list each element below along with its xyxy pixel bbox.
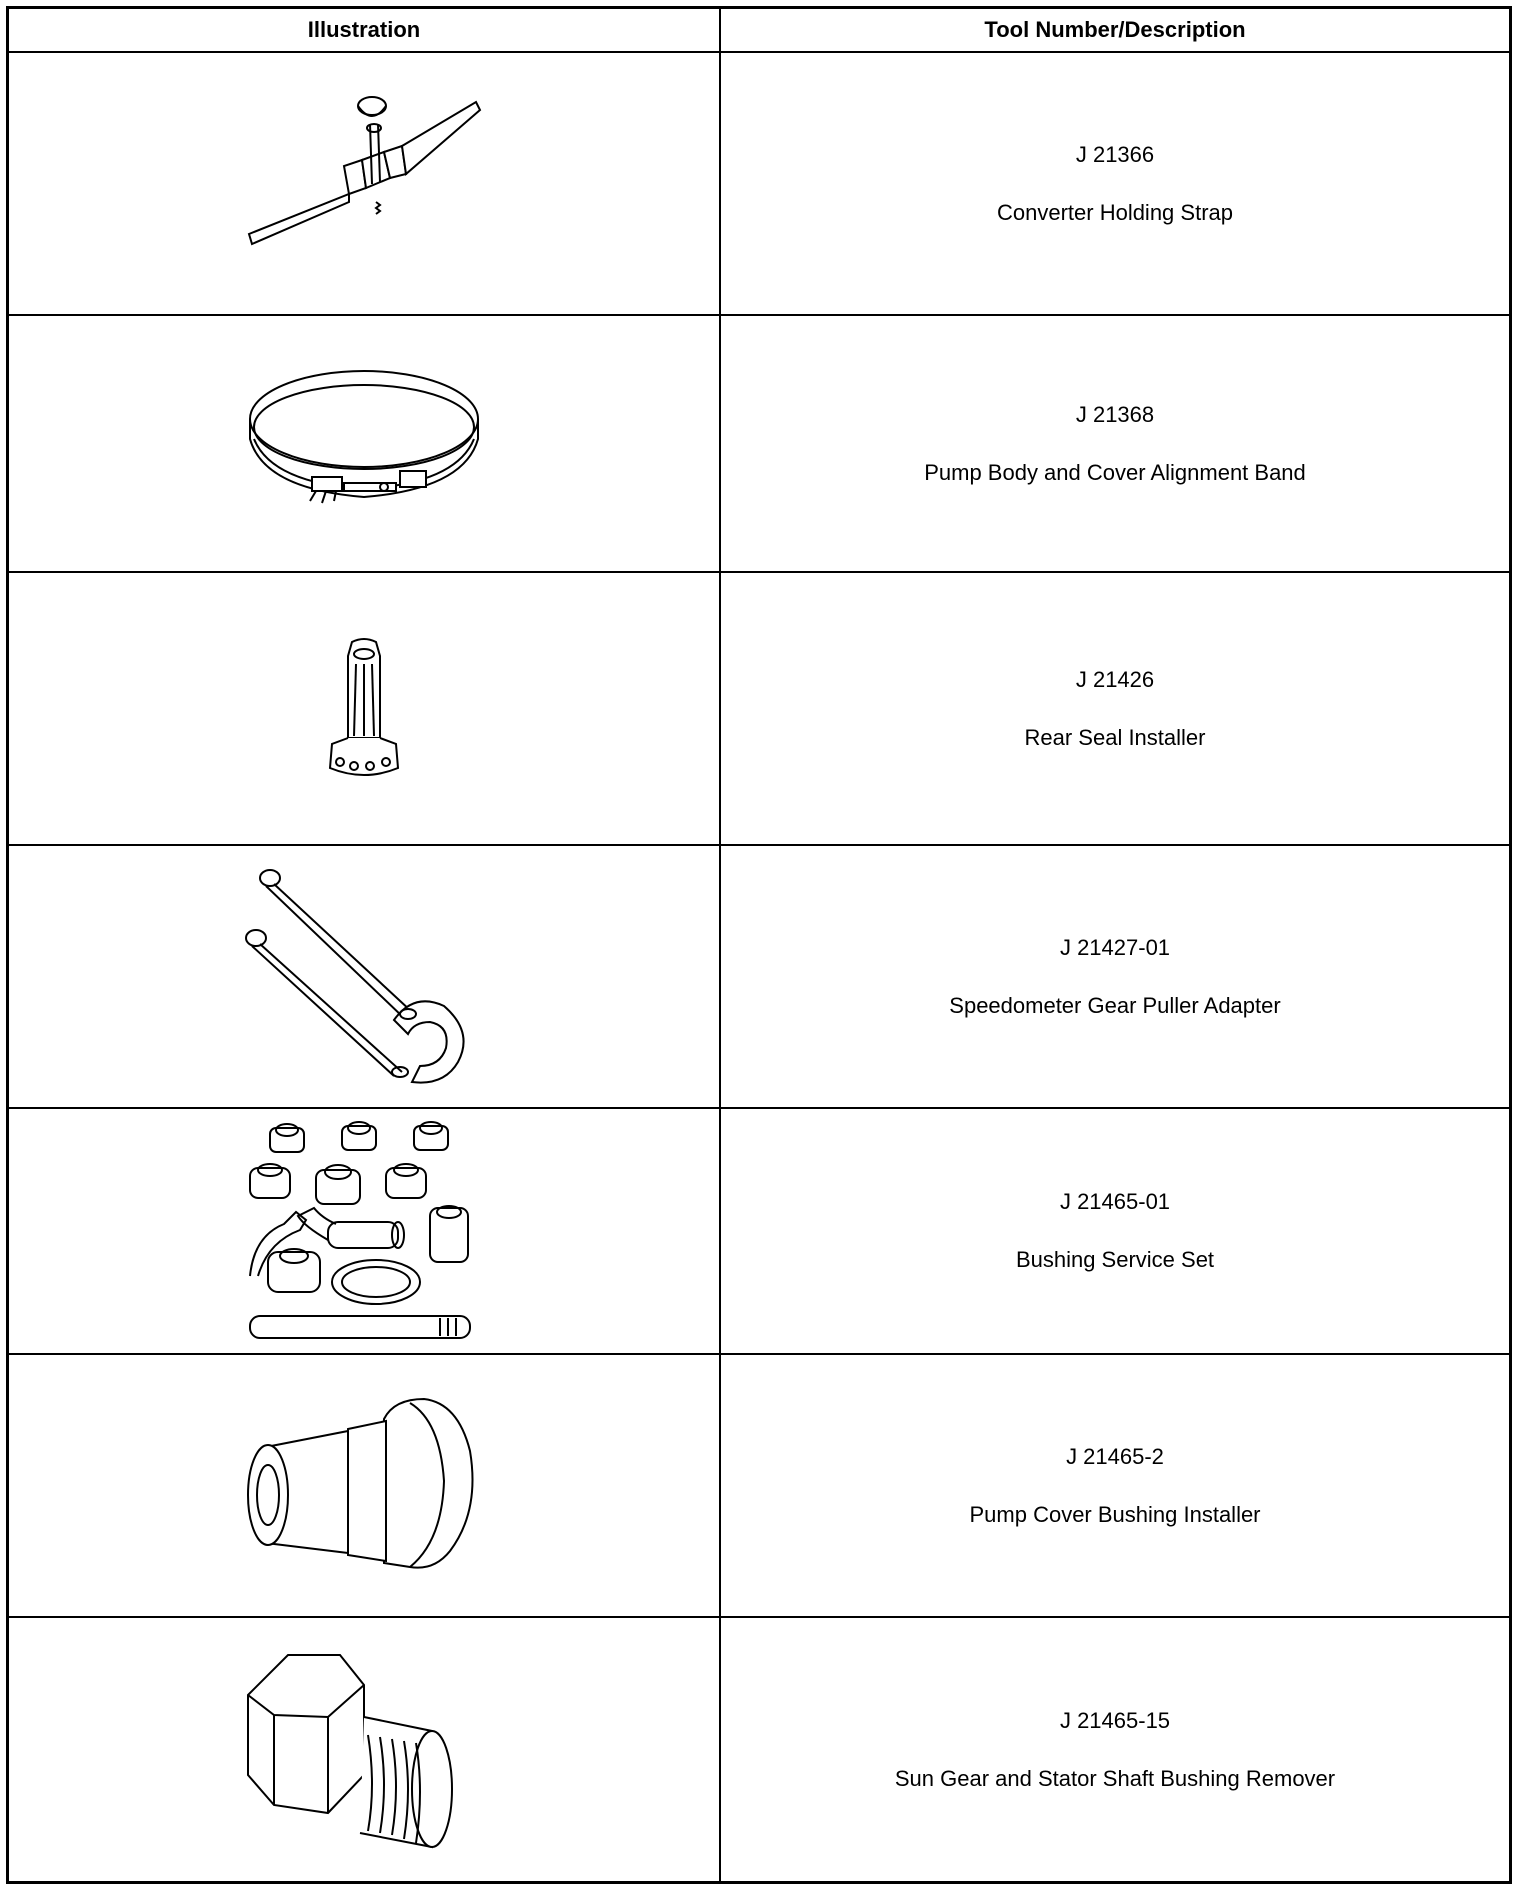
gear-puller-adapter-icon (244, 862, 484, 1092)
tool-table (6, 6, 1512, 1884)
table-row (9, 1109, 1509, 1355)
converter-holding-strap-icon (244, 84, 484, 284)
tool-description: Bushing Service Set (1015, 1247, 1215, 1272)
alignment-band-icon (244, 359, 484, 529)
table-row (9, 573, 1509, 846)
tool-description: Converter Holding Strap (996, 199, 1233, 225)
tool-number: J 21427-01 (1059, 934, 1171, 960)
table-row (9, 1618, 1509, 1881)
tool-description-cell (721, 1618, 1509, 1881)
tool-description-cell (721, 846, 1509, 1107)
tool-description-cell (721, 1355, 1509, 1616)
table-header (9, 9, 1509, 53)
tool-description: Pump Cover Bushing Installer (969, 1501, 1261, 1527)
table-row (9, 53, 1509, 316)
header-illustration: Illustration (9, 9, 721, 51)
tool-description-cell (721, 53, 1509, 314)
header-description: Tool Number/Description (984, 17, 1246, 42)
tool-number: J 21366 (1075, 141, 1155, 167)
tool-description: Rear Seal Installer (1024, 724, 1206, 750)
bushing-remover-icon (244, 1645, 484, 1855)
table-row (9, 1355, 1509, 1618)
tool-description: Sun Gear and Stator Shaft Bushing Remover (894, 1765, 1336, 1791)
tool-number: J 21465-15 (1059, 1707, 1171, 1733)
rear-seal-installer-icon (314, 634, 414, 784)
tool-description: Pump Body and Cover Alignment Band (924, 459, 1306, 485)
table-row (9, 316, 1509, 573)
tool-description-cell (721, 316, 1509, 571)
bushing-service-set-icon (244, 1116, 484, 1346)
tool-number: J 21465-2 (1066, 1443, 1164, 1469)
tool-number: J 21465-01 (1059, 1189, 1171, 1214)
tool-description: Speedometer Gear Puller Adapter (949, 992, 1281, 1018)
tool-description-cell (721, 573, 1509, 844)
bushing-installer-icon (244, 1391, 484, 1581)
table-row (9, 846, 1509, 1109)
tool-number: J 21368 (1075, 401, 1155, 427)
tool-number: J 21426 (1075, 666, 1155, 692)
tool-description-cell (721, 1109, 1509, 1353)
